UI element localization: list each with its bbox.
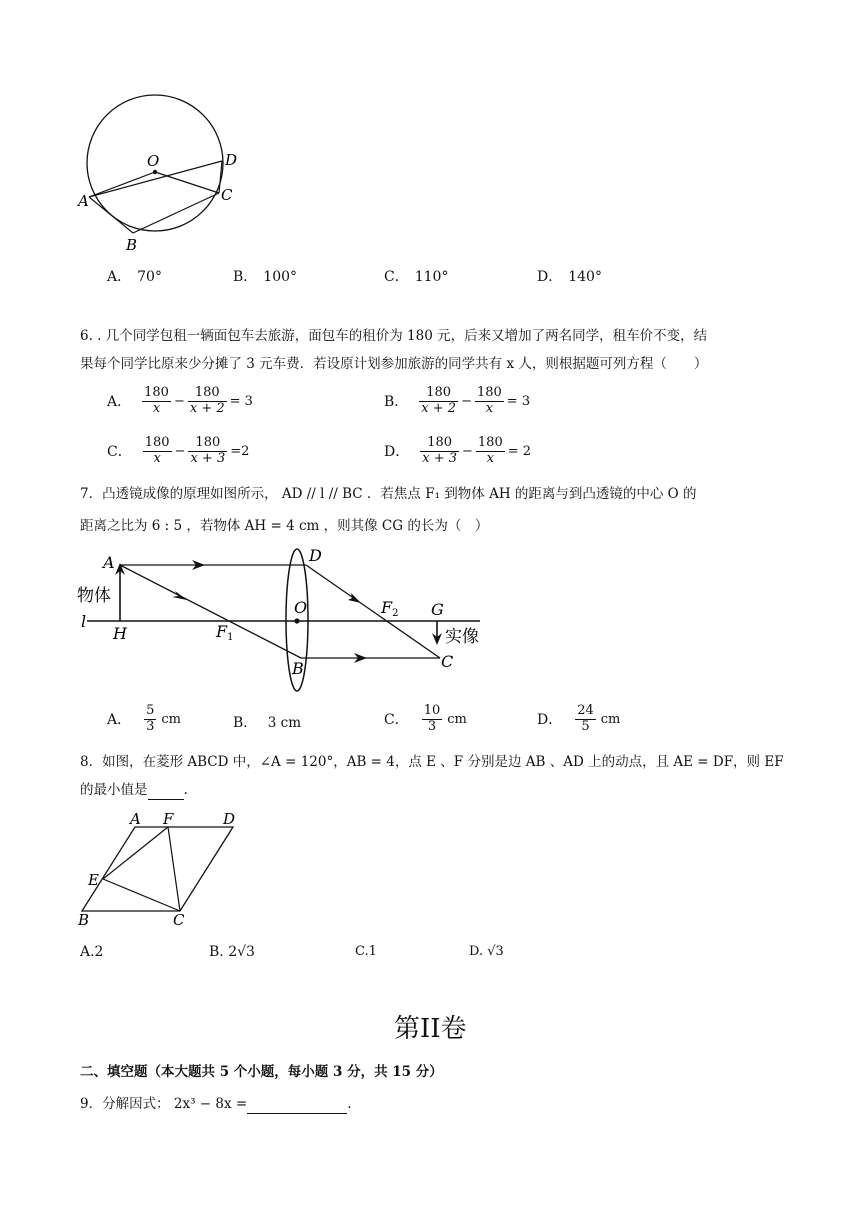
denominator: 5 <box>581 718 590 734</box>
label-C: C <box>221 186 233 204</box>
rhs: = 3 <box>506 393 531 409</box>
center-point <box>153 170 157 174</box>
label-C: C <box>173 911 185 928</box>
operator: − <box>461 393 472 409</box>
q5-option-a-text: 70° <box>137 269 162 285</box>
label-D: D <box>309 546 322 565</box>
segment-AO <box>89 172 155 197</box>
label-B: B <box>78 911 90 928</box>
q6-option-a-key: A． <box>107 394 132 411</box>
q9-end: . <box>347 1096 352 1112</box>
q7-lens-figure <box>75 543 495 695</box>
fraction <box>419 386 458 417</box>
q5-circle-figure <box>70 85 250 255</box>
label-F1-main: F <box>216 622 228 641</box>
label-wuti: 物体 <box>77 586 111 606</box>
denominator: x + 3 <box>422 450 457 466</box>
fraction <box>575 704 596 735</box>
q6-option-c-key: C． <box>107 444 132 461</box>
label-O: O <box>147 152 160 170</box>
q5-option-c[interactable] <box>384 266 448 286</box>
q5-option-b[interactable] <box>233 266 297 286</box>
q9-text: 9．分解因式： 2x³ − 8x = <box>80 1096 248 1112</box>
rhs: = 2 <box>507 443 532 459</box>
q6-option-d[interactable] <box>384 436 531 467</box>
fraction <box>476 436 505 467</box>
denominator: x <box>153 450 161 466</box>
label-C: C <box>441 652 454 671</box>
q8-option-d[interactable]: D. √3 <box>469 944 504 959</box>
q5-option-a-key: A． <box>107 269 132 285</box>
q8-stem-line2 <box>80 780 188 800</box>
rhombus-ABCD <box>82 827 233 911</box>
denominator: 3 <box>427 718 437 734</box>
segment-OC <box>155 172 219 193</box>
q6-option-b-key: B． <box>384 394 409 411</box>
q8-option-c[interactable]: C.1 <box>355 944 377 959</box>
numerator: 5 <box>146 703 155 718</box>
q6-stem-line1: 6. . 几个同学包租一辆面包车去旅游，面包车的租价为 180 元，后来又增加了两名同学，租车价不变，结 <box>80 328 708 344</box>
part2-title: 第II卷 <box>394 1014 467 1044</box>
answer-blank[interactable] <box>247 1097 347 1114</box>
q7-option-b[interactable] <box>233 712 301 732</box>
numerator: 24 <box>577 703 594 718</box>
label-F2 <box>380 598 398 619</box>
q6-option-d-key: D． <box>384 444 410 461</box>
q7-stem-line1: 7．凸透镜成像的原理如图所示， AD // l // BC ．若焦点 F₁ 到物体 AH 的距离与到凸透镜的中心 O 的 <box>80 486 697 502</box>
q6-stem-line2: 果每个同学比原来少分摊了 3 元车费．若设原计划参加旅游的同学共有 x 人，则根据题可列方程（ ） <box>80 356 708 372</box>
q7-option-d[interactable] <box>537 704 620 735</box>
fraction <box>420 436 459 467</box>
q7-stem-line2: 距离之比为 6 : 5 ，若物体 AH = 4 cm ，则其像 CG 的长为（ ） <box>80 518 489 534</box>
numerator: 180 <box>144 385 169 400</box>
ray-DC <box>306 565 440 658</box>
denominator: x + 2 <box>421 400 457 416</box>
numerator: 180 <box>476 385 502 400</box>
label-D: D <box>223 810 236 828</box>
fraction <box>144 704 156 735</box>
segment-EC <box>103 879 180 911</box>
q7-option-b-key: B． <box>233 715 258 731</box>
label-B: B <box>292 659 304 678</box>
q8-stem-line2-text: 的最小值是 <box>80 782 148 798</box>
q8-option-a[interactable]: A.2 <box>80 944 104 960</box>
fraction <box>188 436 227 467</box>
numerator: 180 <box>144 435 170 450</box>
operator: − <box>462 443 473 459</box>
label-F2-main: F <box>381 598 393 617</box>
q6-option-a[interactable] <box>107 386 253 417</box>
q5-option-c-text: 110° <box>414 269 449 285</box>
fraction <box>475 386 504 417</box>
numerator: 10 <box>423 703 441 718</box>
q7-option-c[interactable] <box>384 704 467 735</box>
rhs: = 3 <box>229 393 253 409</box>
label-B: B <box>126 236 138 254</box>
label-shixiang: 实像 <box>445 627 479 647</box>
fraction <box>422 704 443 735</box>
label-D: D <box>225 151 238 169</box>
segment-EF <box>103 827 168 879</box>
q5-option-d-text: 140° <box>568 269 602 285</box>
q5-option-d-key: D． <box>537 269 563 285</box>
q7-option-a[interactable] <box>107 704 181 735</box>
fraction <box>142 386 171 417</box>
denominator: 3 <box>146 718 155 734</box>
q8-rhombus-figure <box>76 808 246 928</box>
q5-option-a[interactable] <box>107 266 162 286</box>
label-F: F <box>163 810 174 828</box>
fraction <box>143 436 172 467</box>
label-H: H <box>113 624 127 643</box>
q7-option-d-key: D． <box>537 712 563 729</box>
q5-option-b-text: 100° <box>263 269 298 285</box>
denominator: x + 2 <box>189 400 225 416</box>
lens-center-point <box>294 618 299 623</box>
q6-option-c[interactable] <box>107 436 249 467</box>
numerator: 180 <box>420 436 459 452</box>
label-l: l <box>81 612 87 631</box>
unit: cm <box>447 711 467 727</box>
denominator: x <box>486 450 494 466</box>
q7-option-c-key: C． <box>384 712 409 729</box>
numerator: 180 <box>477 435 503 450</box>
q8-option-b[interactable]: B. 2√3 <box>209 944 255 960</box>
label-O: O <box>294 598 308 617</box>
rhs: =2 <box>230 443 250 459</box>
q7-option-a-key: A． <box>107 712 132 729</box>
numerator: 180 <box>188 386 227 402</box>
segment-FC <box>168 827 180 911</box>
ray-AB <box>120 565 301 658</box>
segment-AB <box>89 197 133 233</box>
q6-option-b[interactable] <box>384 386 530 417</box>
label-A: A <box>78 192 89 210</box>
q5-option-c-key: C． <box>384 269 409 285</box>
unit: cm <box>600 711 621 727</box>
label-F1-sub: 1 <box>227 632 234 643</box>
denominator: x + 3 <box>190 450 226 466</box>
q8-stem-line1: 8．如图，在菱形 ABCD 中，∠A = 120°，AB = 4，点 E 、F 分别是边 AB 、AD 上的动点，且 AE = DF，则 EF <box>80 754 784 770</box>
unit: cm <box>161 711 182 727</box>
label-E: E <box>88 871 99 889</box>
section-heading: 二、填空题（本大题共 5 个小题，每小题 3 分，共 15 分） <box>80 1064 443 1080</box>
q5-option-b-key: B． <box>233 269 258 285</box>
label-F2-sub: 2 <box>392 608 399 619</box>
ray-DC-arrow <box>348 593 361 603</box>
answer-blank[interactable] <box>148 783 184 800</box>
q7-option-b-text: 3 cm <box>267 715 301 731</box>
label-G: G <box>431 600 444 619</box>
q8-stem-line2-end: . <box>183 782 188 798</box>
numerator: 180 <box>188 436 227 452</box>
label-F1 <box>215 622 233 643</box>
operator: − <box>174 443 186 459</box>
label-A: A <box>103 553 115 572</box>
q5-option-d[interactable] <box>537 266 602 286</box>
operator: − <box>173 393 185 409</box>
label-A: A <box>130 810 141 828</box>
fraction <box>188 386 227 417</box>
denominator: x <box>485 400 494 416</box>
numerator: 180 <box>419 386 458 402</box>
denominator: x <box>152 400 161 416</box>
q9-stem <box>80 1094 352 1114</box>
